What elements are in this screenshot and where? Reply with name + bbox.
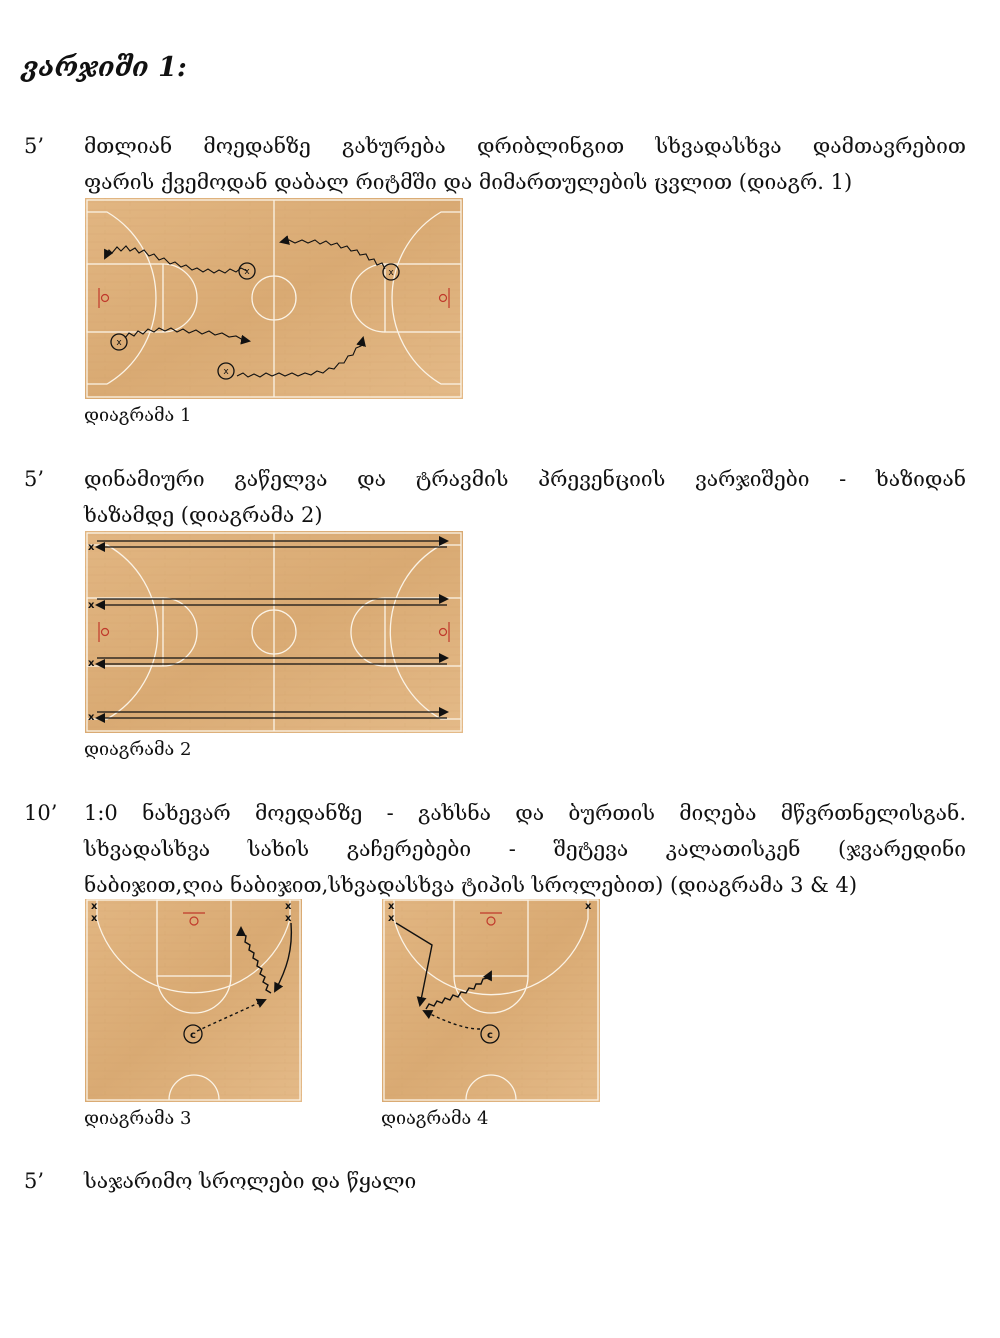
drill-description-line: ნაბიჯით,ღია ნაბიჯით,სხვადასხვა ტიპის სროლებით) (დიაგრამა 3 & 4) [84,873,858,897]
diagram-caption: დიაგრამა 4 [381,1108,489,1129]
drill-duration: 5’ [24,467,45,491]
diagram-3-half-court [85,899,302,1102]
player-marker-label: x [88,658,95,669]
diagram-caption: დიაგრამა 2 [84,739,192,760]
player-marker-label: x [116,338,122,348]
player-marker-label: x [388,268,394,278]
player-marker-label: x [88,542,95,553]
drill-description-line: სხვადასხვა სახის გაჩერებები - შეტევა კალათისკენ (ჯვარედინი [84,837,966,861]
drill-description-line: დინამიური გაწელვა და ტრავმის პრევენციის ვარჯიშები - ხაზიდან [84,467,966,491]
diagram-1-full-court [85,198,463,399]
player-marker-label: x [91,913,98,924]
player-marker-label: x [244,267,250,277]
player-marker-label: x [388,901,395,912]
coach-marker-label: c [487,1030,493,1041]
player-marker-label: x [223,367,229,377]
drill-description-line: საჯარიმო სროლები და წყალი [84,1169,417,1193]
player-marker-label: x [91,901,98,912]
drill-duration: 10’ [24,801,58,825]
diagram-caption: დიაგრამა 1 [84,405,192,426]
diagram-4-half-court [382,899,600,1102]
player-marker-label: x [388,913,395,924]
drill-description-line: ხაზამდე (დიაგრამა 2) [84,503,323,527]
player-marker-label: x [285,901,292,912]
drill-description-line: 1:0 ნახევარ მოედანზე - გახსნა და ბურთის მიღება მწვრთნელისგან. [84,801,966,825]
player-marker-label: x [88,712,95,723]
player-marker-label: x [585,901,592,912]
drill-duration: 5’ [24,134,45,158]
page-title: ვარჯიში 1: [22,52,187,83]
coach-marker-label: c [190,1030,196,1041]
drill-description-line: ფარის ქვემოდან დაბალ რიტმში და მიმართულების ცვლით (დიაგრ. 1) [84,170,853,194]
drill-duration: 5’ [24,1169,45,1193]
drill-description-line: მთლიან მოედანზე გახურება დრიბლინგით სხვადასხვა დამთავრებით [84,134,966,158]
player-marker-label: x [285,913,292,924]
diagram-2-full-court [85,531,463,733]
diagram-caption: დიაგრამა 3 [84,1108,192,1129]
player-marker-label: x [88,600,95,611]
